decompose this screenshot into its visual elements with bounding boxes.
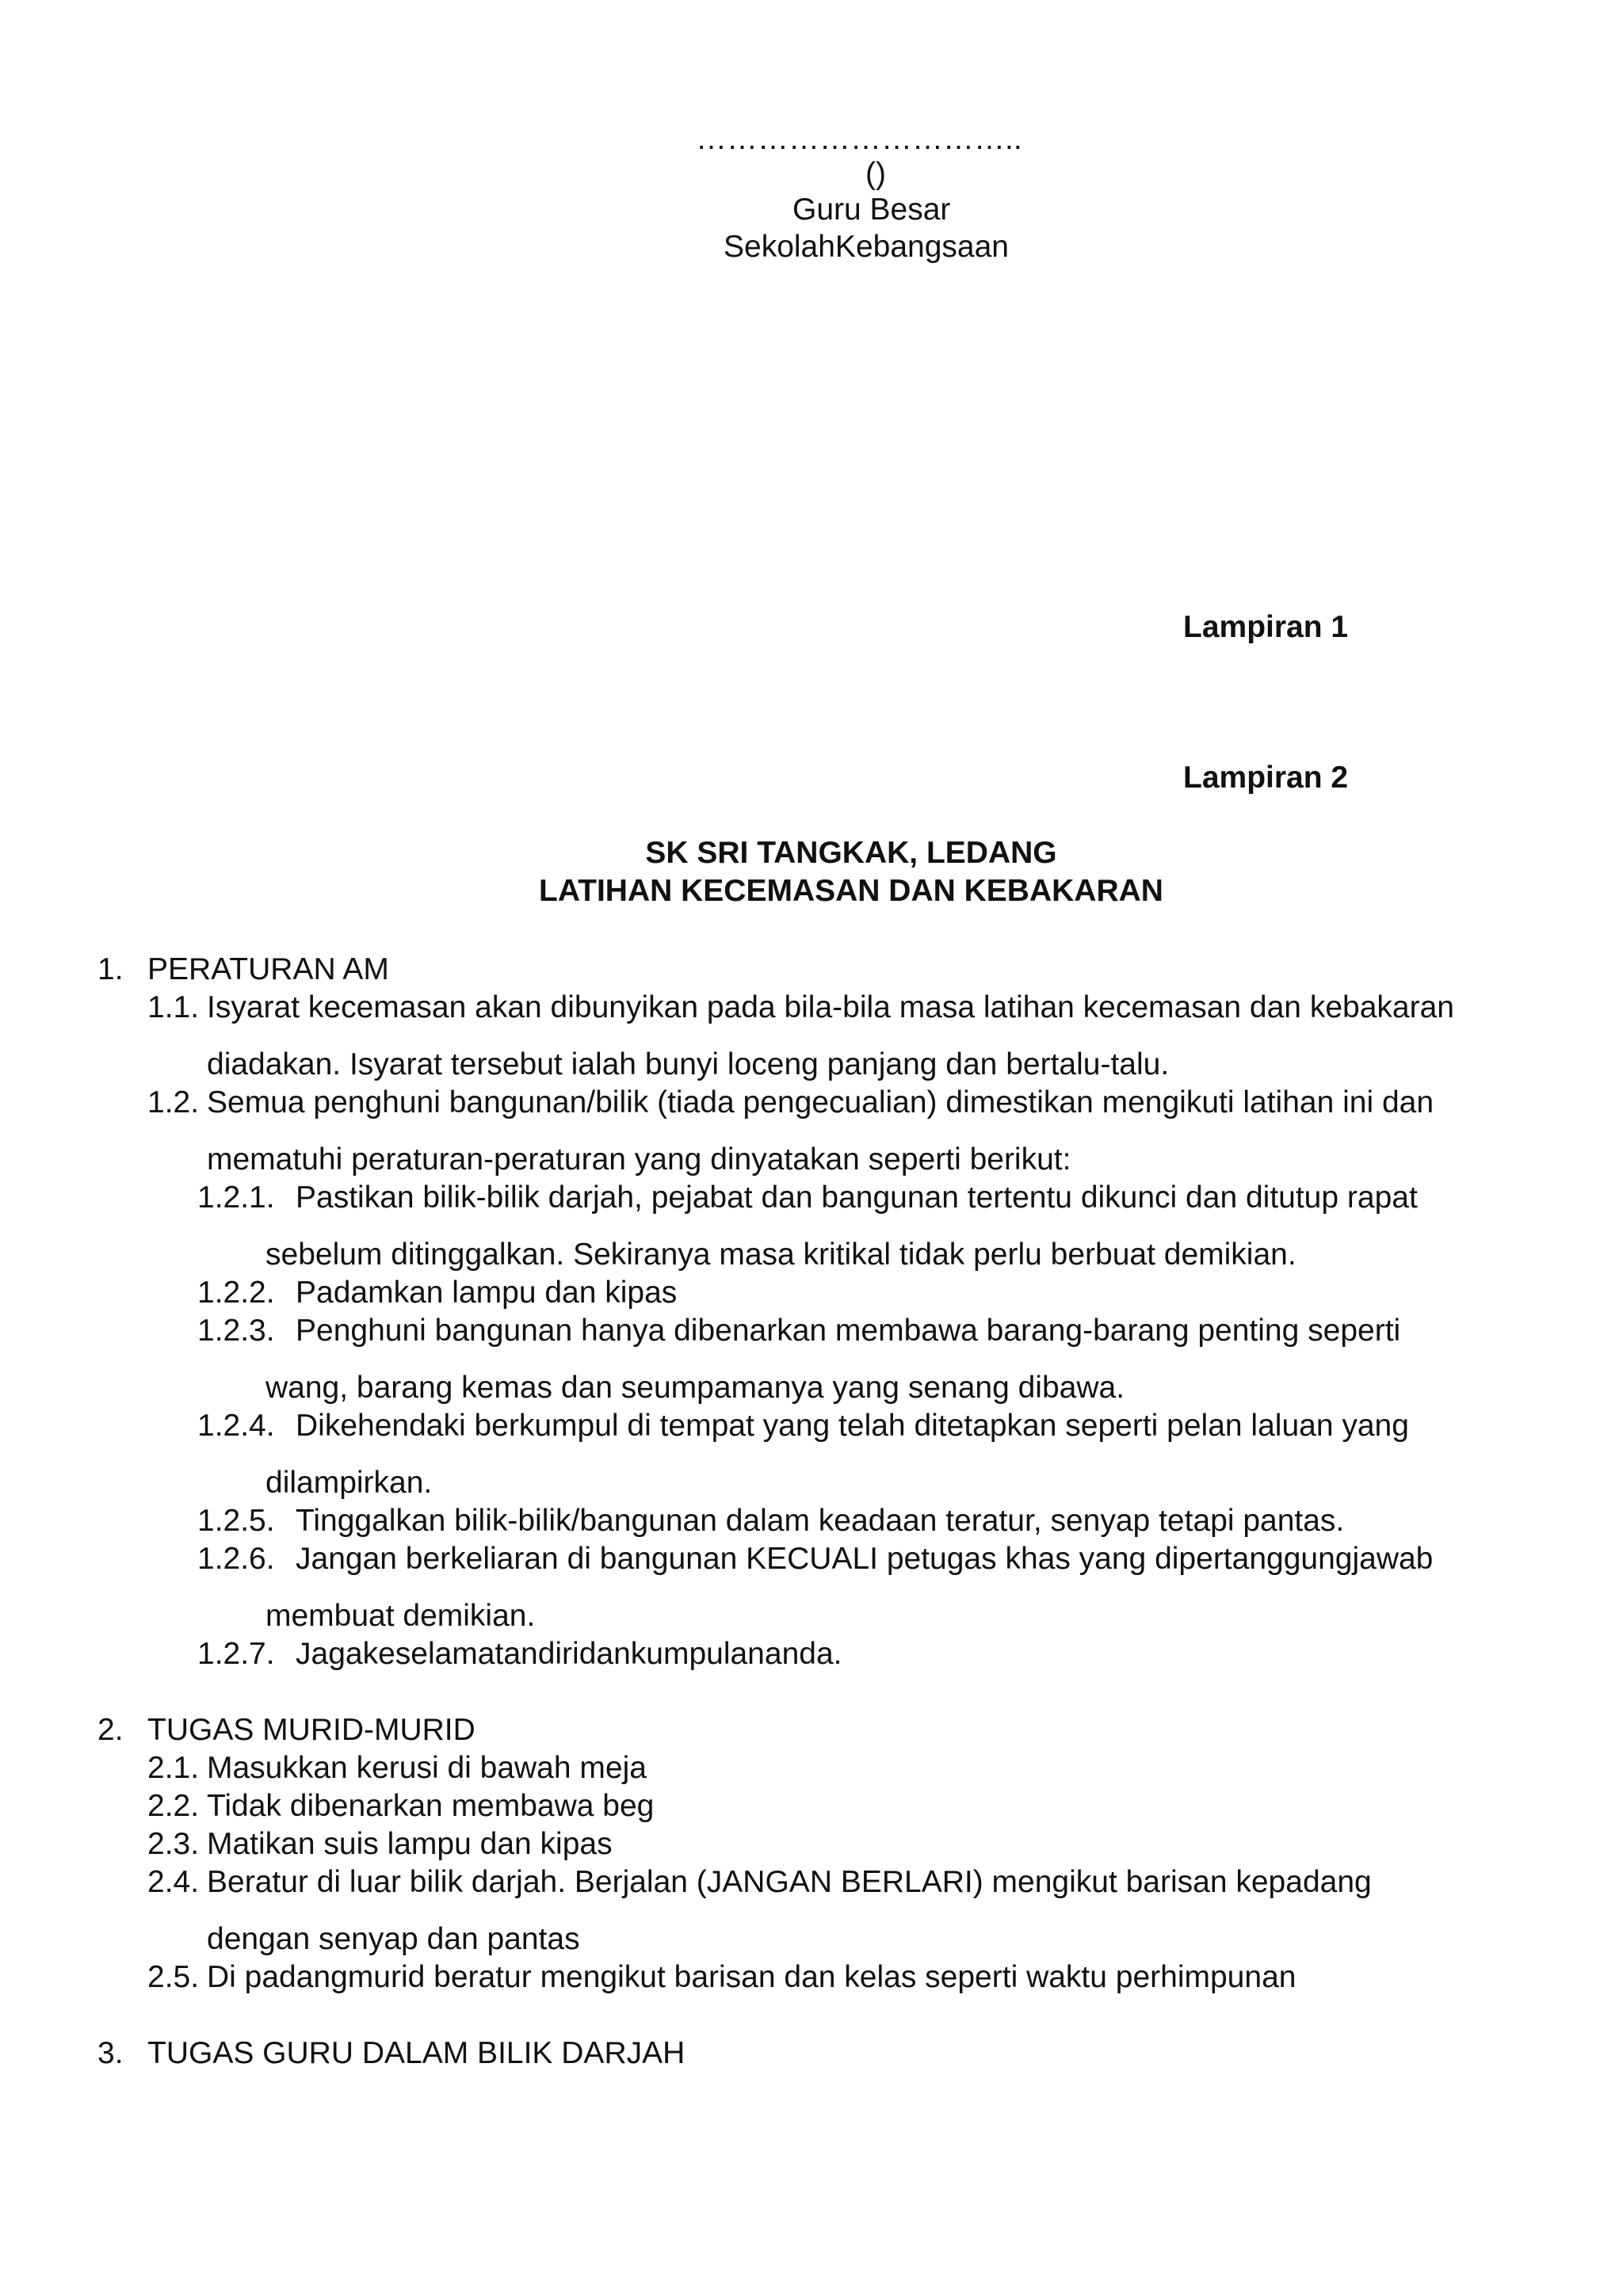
signature-school: SekolahKebangsaan bbox=[724, 230, 1009, 264]
item-1-2-3-line1: Penghuni bangunan hanya dibenarkan membawa barang-barang penting seperti bbox=[296, 1314, 1401, 1348]
lampiran-1-label: Lampiran 1 bbox=[1183, 610, 1349, 644]
document-title-school: SK SRI TANGKAK, LEDANG bbox=[645, 836, 1057, 870]
item-2-2-line1: Tidak dibenarkan membawa beg bbox=[207, 1789, 655, 1823]
item-2-1-number: 2.1. bbox=[147, 1751, 200, 1785]
item-1-2-4-number: 1.2.4. bbox=[197, 1409, 275, 1443]
item-2-3-line1: Matikan suis lampu dan kipas bbox=[207, 1827, 613, 1861]
section-3-number: 3. bbox=[97, 2036, 124, 2070]
item-1-2-5-number: 1.2.5. bbox=[197, 1504, 275, 1538]
item-2-5-line1: Di padangmurid beratur mengikut barisan dan kelas seperti waktu perhimpunan bbox=[207, 1960, 1296, 1994]
item-1-2-4-line1: Dikehendaki berkumpul di tempat yang telah ditetapkan seperti pelan laluan yang bbox=[296, 1409, 1409, 1443]
item-1-2-1-line2: sebelum ditinggalkan. Sekiranya masa kritikal tidak perlu berbuat demikian. bbox=[265, 1238, 1296, 1272]
item-1-2-line1: Semua penghuni bangunan/bilik (tiada pengecualian) dimestikan mengikuti latihan ini dan bbox=[207, 1085, 1434, 1119]
item-1-2-line2: mematuhi peraturan-peraturan yang dinyatakan seperti berikut: bbox=[207, 1142, 1071, 1177]
item-1-2-5-line1: Tinggalkan bilik-bilik/bangunan dalam keadaan teratur, senyap tetapi pantas. bbox=[296, 1504, 1345, 1538]
item-1-2-3-line2: wang, barang kemas dan seumpamanya yang senang dibawa. bbox=[265, 1371, 1125, 1405]
signature-name: () bbox=[865, 157, 886, 191]
item-2-4-line1: Beratur di luar bilik darjah. Berjalan (JANGAN BERLARI) mengikut barisan kepadang bbox=[207, 1865, 1372, 1899]
item-1-2-2-number: 1.2.2. bbox=[197, 1276, 275, 1310]
item-2-2-number: 2.2. bbox=[147, 1789, 200, 1823]
item-1-1-line1: Isyarat kecemasan akan dibunyikan pada bila-bila masa latihan kecemasan dan kebakaran bbox=[207, 990, 1454, 1024]
item-1-1-number: 1.1. bbox=[147, 990, 200, 1024]
item-1-2-6-number: 1.2.6. bbox=[197, 1542, 275, 1576]
item-1-2-1-number: 1.2.1. bbox=[197, 1180, 275, 1215]
item-2-5-number: 2.5. bbox=[147, 1960, 200, 1994]
item-1-2-7-line1: Jagakeselamatandiridankumpulananda. bbox=[296, 1637, 842, 1671]
item-1-2-6-line1: Jangan berkeliaran di bangunan KECUALI petugas khas yang dipertanggungjawab bbox=[296, 1542, 1434, 1576]
item-2-4-line2: dengan senyap dan pantas bbox=[207, 1922, 580, 1956]
item-2-1-line1: Masukkan kerusi di bawah meja bbox=[207, 1751, 647, 1785]
item-1-2-4-line2: dilampirkan. bbox=[265, 1466, 433, 1500]
section-1-number: 1. bbox=[97, 952, 124, 986]
item-1-1-line2: diadakan. Isyarat tersebut ialah bunyi loceng panjang dan bertalu-talu. bbox=[207, 1047, 1170, 1081]
item-2-4-number: 2.4. bbox=[147, 1865, 200, 1899]
item-1-2-6-line2: membuat demikian. bbox=[265, 1599, 536, 1633]
item-2-3-number: 2.3. bbox=[147, 1827, 200, 1861]
item-1-2-number: 1.2. bbox=[147, 1085, 200, 1119]
section-3-heading: TUGAS GURU DALAM BILIK DARJAH bbox=[147, 2036, 685, 2070]
section-1-heading: PERATURAN AM bbox=[147, 952, 389, 986]
signature-dots: ………………………….. bbox=[696, 122, 1022, 156]
item-1-2-2-line1: Padamkan lampu dan kipas bbox=[296, 1276, 678, 1310]
document-title-subject: LATIHAN KECEMASAN DAN KEBAKARAN bbox=[539, 874, 1163, 908]
section-2-number: 2. bbox=[97, 1713, 124, 1747]
signature-position: Guru Besar bbox=[792, 193, 951, 227]
item-1-2-3-number: 1.2.3. bbox=[197, 1314, 275, 1348]
item-1-2-1-line1: Pastikan bilik-bilik darjah, pejabat dan bangunan tertentu dikunci dan ditutup rapat bbox=[296, 1180, 1418, 1215]
item-1-2-7-number: 1.2.7. bbox=[197, 1637, 275, 1671]
section-2-heading: TUGAS MURID-MURID bbox=[147, 1713, 475, 1747]
lampiran-2-label: Lampiran 2 bbox=[1183, 761, 1349, 795]
